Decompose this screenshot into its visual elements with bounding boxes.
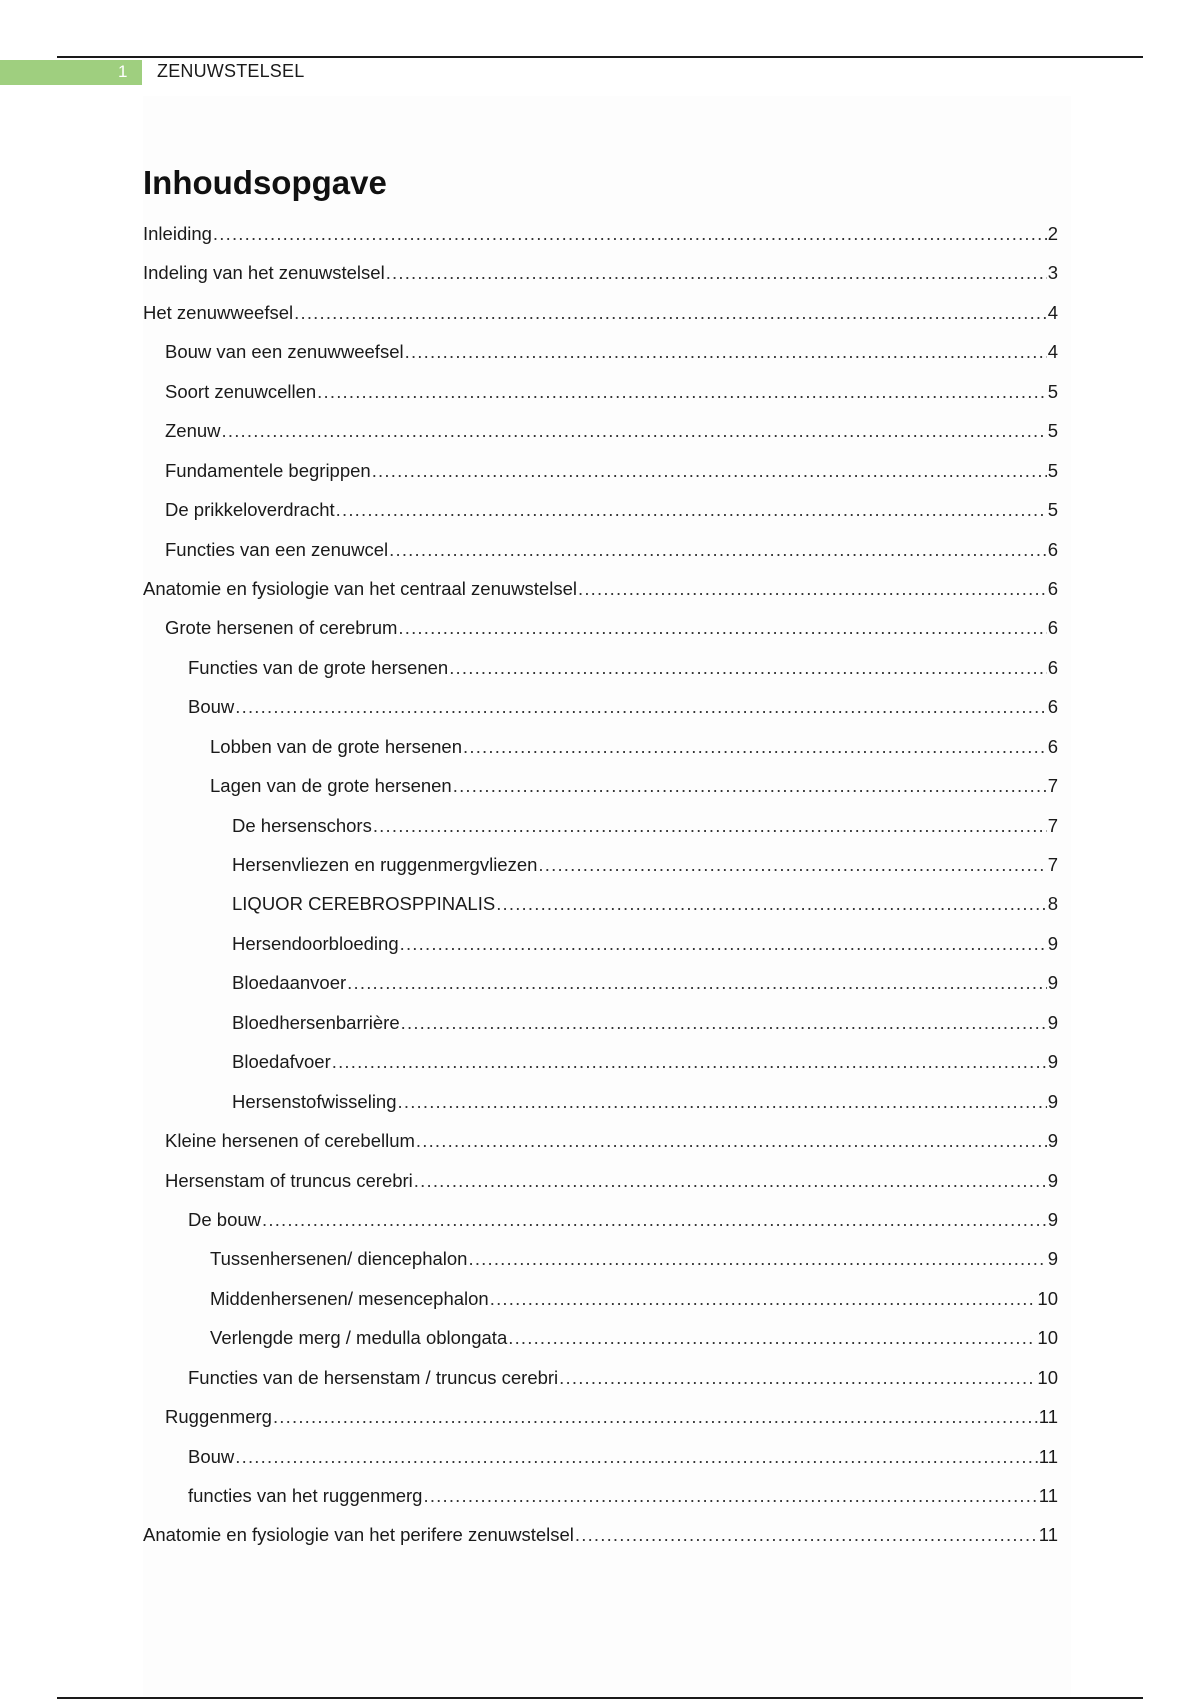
toc-leader-dots bbox=[235, 687, 1046, 726]
toc-entry-page: 9 bbox=[1047, 932, 1058, 954]
toc-entry-page: 9 bbox=[1047, 1090, 1058, 1112]
toc-entry-page: 9 bbox=[1047, 1051, 1058, 1073]
toc-entry-label: Functies van de grote hersenen bbox=[188, 656, 449, 678]
toc-leader-dots bbox=[578, 569, 1047, 608]
toc-leader-dots bbox=[262, 1200, 1047, 1239]
toc-entry-label: Lobben van de grote hersenen bbox=[210, 735, 463, 757]
toc-entry-page: 5 bbox=[1047, 420, 1058, 442]
toc-entry[interactable] bbox=[143, 214, 1058, 253]
toc-entry-label: Hersenstam of truncus cerebri bbox=[165, 1169, 413, 1191]
toc-entry[interactable] bbox=[143, 569, 1058, 608]
toc-entry-page: 11 bbox=[1038, 1406, 1058, 1428]
toc-entry[interactable] bbox=[143, 924, 1058, 963]
toc-leader-dots bbox=[575, 1515, 1038, 1554]
toc-entry-label: Inleiding bbox=[143, 223, 212, 244]
toc-entry-label: Functies van een zenuwcel bbox=[165, 538, 389, 560]
toc-entry[interactable] bbox=[143, 1239, 1058, 1278]
toc-entry-page: 6 bbox=[1047, 656, 1058, 678]
page-number: 1 bbox=[118, 62, 128, 81]
toc-leader-dots bbox=[336, 490, 1047, 529]
toc-entry-page: 7 bbox=[1047, 775, 1058, 797]
toc-leader-dots bbox=[213, 214, 1047, 253]
toc-entry-label: Hersenvliezen en ruggenmergvliezen bbox=[232, 854, 538, 875]
toc-leader-dots bbox=[405, 332, 1047, 371]
toc-entry[interactable] bbox=[143, 1121, 1058, 1160]
toc-leader-dots bbox=[235, 1437, 1038, 1476]
toc-leader-dots bbox=[423, 1476, 1037, 1515]
toc-entry-page: 9 bbox=[1047, 1130, 1058, 1152]
toc-leader-dots bbox=[401, 1003, 1047, 1042]
toc-entry-label: Bloedhersenbarrière bbox=[232, 1011, 400, 1033]
toc-leader-dots bbox=[398, 1082, 1047, 1121]
toc-entry-page: 9 bbox=[1047, 1169, 1058, 1191]
header-rule bbox=[57, 56, 1143, 58]
toc-entry[interactable] bbox=[143, 1318, 1058, 1357]
toc-leader-dots bbox=[559, 1358, 1036, 1397]
toc-entry[interactable] bbox=[143, 1279, 1058, 1318]
toc-entry-page: 10 bbox=[1037, 1287, 1058, 1309]
toc-entry[interactable] bbox=[143, 766, 1058, 805]
toc-entry-label: Middenhersenen/ mesencephalon bbox=[210, 1287, 489, 1309]
toc-entry[interactable] bbox=[143, 1437, 1058, 1476]
toc-entry-label: LIQUOR CEREBROSPPINALIS bbox=[232, 893, 496, 915]
toc-entry[interactable] bbox=[143, 293, 1058, 332]
toc-entry-page: 11 bbox=[1038, 1445, 1058, 1467]
toc-entry-label: De prikkeloverdracht bbox=[165, 499, 335, 521]
toc-leader-dots bbox=[538, 845, 1046, 884]
toc-entry-page: 4 bbox=[1047, 341, 1058, 363]
toc-entry[interactable] bbox=[143, 963, 1058, 1002]
toc-entry-page: 11 bbox=[1038, 1524, 1058, 1546]
toc-entry-page: 7 bbox=[1047, 854, 1058, 875]
toc-entry-page: 6 bbox=[1047, 696, 1058, 718]
toc-entry[interactable] bbox=[143, 372, 1058, 411]
toc-leader-dots bbox=[347, 963, 1047, 1002]
toc-entry[interactable] bbox=[143, 332, 1058, 371]
toc-entry-label: Hersenstofwisseling bbox=[232, 1090, 397, 1112]
toc-entry-page: 9 bbox=[1047, 1011, 1058, 1033]
toc-leader-dots bbox=[468, 1239, 1046, 1278]
toc-leader-dots bbox=[400, 924, 1047, 963]
toc-entry-label: Lagen van de grote hersenen bbox=[210, 775, 452, 797]
toc-entry-label: Bloedafvoer bbox=[232, 1051, 331, 1073]
toc-entry[interactable] bbox=[143, 648, 1058, 687]
table-of-contents bbox=[143, 214, 1058, 1555]
toc-entry-page: 5 bbox=[1047, 380, 1058, 402]
toc-entry-label: Verlengde merg / medulla oblongata bbox=[210, 1327, 508, 1349]
toc-leader-dots bbox=[453, 766, 1047, 805]
toc-entry-label: Bouw van een zenuwweefsel bbox=[165, 341, 404, 363]
toc-leader-dots bbox=[389, 530, 1047, 569]
toc-entry[interactable] bbox=[143, 451, 1058, 490]
toc-entry-label: Grote hersenen of cerebrum bbox=[165, 617, 398, 639]
toc-entry-label: De bouw bbox=[188, 1208, 262, 1230]
toc-entry[interactable] bbox=[143, 1397, 1058, 1436]
toc-entry[interactable] bbox=[143, 608, 1058, 647]
toc-entry[interactable] bbox=[143, 806, 1058, 845]
toc-entry-label: Ruggenmerg bbox=[165, 1406, 272, 1428]
toc-leader-dots bbox=[273, 1397, 1038, 1436]
toc-leader-dots bbox=[372, 451, 1047, 490]
toc-entry-page: 4 bbox=[1047, 301, 1058, 323]
toc-entry-page: 6 bbox=[1047, 538, 1058, 560]
toc-leader-dots bbox=[386, 253, 1047, 292]
toc-leader-dots bbox=[222, 411, 1047, 450]
toc-entry[interactable] bbox=[143, 1042, 1058, 1081]
toc-entry[interactable] bbox=[143, 490, 1058, 529]
toc-entry-label: functies van het ruggenmerg bbox=[188, 1485, 423, 1506]
toc-entry-label: Tussenhersenen/ diencephalon bbox=[210, 1248, 468, 1270]
toc-entry[interactable] bbox=[143, 411, 1058, 450]
toc-entry[interactable] bbox=[143, 1200, 1058, 1239]
toc-leader-dots bbox=[416, 1121, 1047, 1160]
toc-leader-dots bbox=[317, 372, 1047, 411]
toc-entry-label: Indeling van het zenuwstelsel bbox=[143, 262, 385, 284]
toc-entry-label: Soort zenuwcellen bbox=[165, 380, 317, 402]
toc-entry-label: Bouw bbox=[188, 696, 235, 718]
toc-entry-label: Zenuw bbox=[165, 420, 221, 442]
toc-entry-label: Het zenuwweefsel bbox=[143, 301, 294, 323]
toc-title: Inhoudsopgave bbox=[143, 164, 387, 201]
toc-entry-label: Fundamentele begrippen bbox=[165, 459, 371, 481]
toc-entry-label: Anatomie en fysiologie van het perifere zenuwstelsel bbox=[143, 1524, 574, 1546]
toc-entry-page: 9 bbox=[1047, 1248, 1058, 1270]
toc-leader-dots bbox=[294, 293, 1047, 332]
footer-rule bbox=[57, 1697, 1143, 1699]
toc-entry-label: Hersendoorbloeding bbox=[232, 932, 399, 954]
toc-entry[interactable] bbox=[143, 1161, 1058, 1200]
toc-leader-dots bbox=[449, 648, 1047, 687]
toc-entry[interactable] bbox=[143, 884, 1058, 923]
toc-leader-dots bbox=[398, 608, 1046, 647]
toc-entry-label: Kleine hersenen of cerebellum bbox=[165, 1130, 415, 1152]
toc-leader-dots bbox=[332, 1042, 1047, 1081]
toc-leader-dots bbox=[490, 1279, 1037, 1318]
toc-leader-dots bbox=[414, 1161, 1047, 1200]
toc-entry[interactable] bbox=[143, 1476, 1058, 1515]
toc-entry-page: 2 bbox=[1047, 223, 1058, 244]
toc-entry-page: 6 bbox=[1047, 617, 1058, 639]
toc-entry-page: 6 bbox=[1047, 735, 1058, 757]
toc-entry[interactable] bbox=[143, 845, 1058, 884]
toc-entry-page: 8 bbox=[1047, 893, 1058, 915]
toc-entry[interactable] bbox=[143, 1003, 1058, 1042]
toc-entry-page: 9 bbox=[1047, 1208, 1058, 1230]
header-title: ZENUWSTELSEL bbox=[157, 61, 305, 81]
toc-entry[interactable] bbox=[143, 1358, 1058, 1397]
toc-entry-page: 5 bbox=[1047, 499, 1058, 521]
toc-leader-dots bbox=[463, 727, 1047, 766]
toc-entry-label: Bloedaanvoer bbox=[232, 972, 347, 994]
toc-entry[interactable] bbox=[143, 727, 1058, 766]
toc-entry-page: 11 bbox=[1038, 1485, 1058, 1506]
toc-entry-label: Bouw bbox=[188, 1445, 235, 1467]
toc-entry-page: 3 bbox=[1047, 262, 1058, 284]
toc-entry-label: De hersenschors bbox=[232, 814, 372, 836]
toc-entry-page: 6 bbox=[1047, 577, 1058, 599]
toc-entry-label: Anatomie en fysiologie van het centraal zenuwstelsel bbox=[143, 577, 577, 599]
toc-entry[interactable] bbox=[143, 530, 1058, 569]
toc-entry[interactable] bbox=[143, 1082, 1058, 1121]
toc-entry-page: 9 bbox=[1047, 972, 1058, 994]
toc-entry-page: 5 bbox=[1047, 459, 1058, 481]
toc-entry[interactable] bbox=[143, 687, 1058, 726]
toc-entry[interactable] bbox=[143, 253, 1058, 292]
toc-entry-label: Functies van de hersenstam / truncus cerebri bbox=[188, 1366, 559, 1388]
toc-leader-dots bbox=[508, 1318, 1036, 1357]
toc-entry-page: 7 bbox=[1047, 814, 1058, 836]
toc-leader-dots bbox=[373, 806, 1047, 845]
toc-entry[interactable] bbox=[143, 1515, 1058, 1554]
toc-entry-page: 10 bbox=[1037, 1327, 1058, 1349]
toc-leader-dots bbox=[496, 884, 1047, 923]
toc-entry-page: 10 bbox=[1037, 1366, 1058, 1388]
